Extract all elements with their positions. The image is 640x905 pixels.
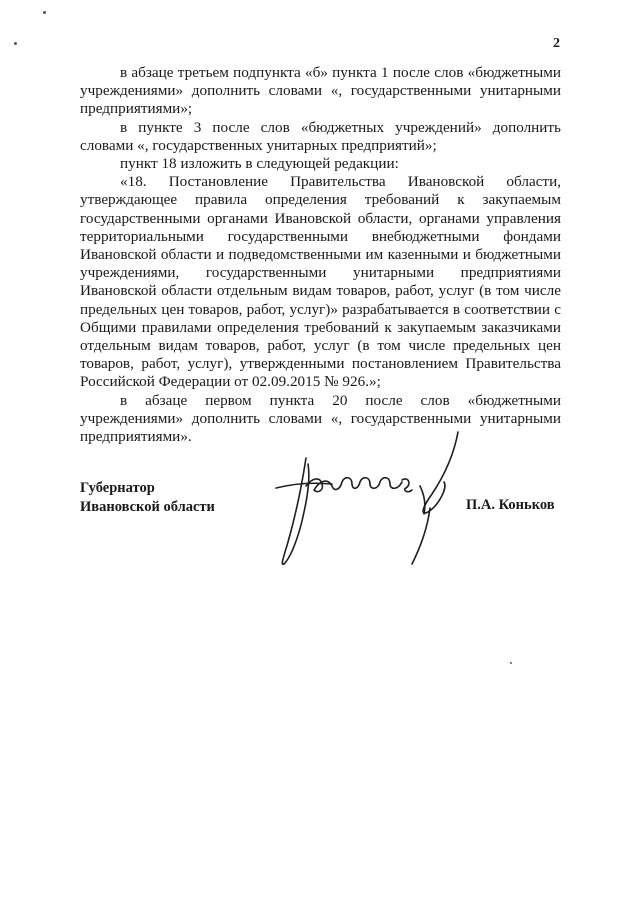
- signatory-position: [80, 479, 215, 517]
- handwritten-signature: [262, 424, 482, 574]
- signatory-title: Губернатор: [80, 480, 155, 496]
- scan-speck: [14, 42, 17, 45]
- paragraph-1: в абзаце третьем подпункта «б» пункта 1 после слов «бюджетными учреждениями» дополнить словами «, государственными унитарными предприятиями»;: [80, 64, 561, 118]
- scan-speck: [510, 662, 512, 664]
- paragraph-5: в абзаце первом пункта 20 после слов «бюджетными учреждениями» дополнить словами «, государственными унитарными предприятиями».: [80, 391, 561, 446]
- paragraph-4: «18. Постановление Правительства Ивановской области, утверждающее правила определения требований к закупаемым государственными органами Ивановской области, органами управления территориальными государственными внебюджетными фондами Ивановской области и подведомственными им казенными и бюджетными учреждениями, государственными унитарными предприятиями Ивановской области отдельным видам товаров, работ, услуг (в том числе предельных цен товаров, работ, услуг)» разрабатывается в соответствии с Общими правилами определения требований к закупаемым заказчиками отдельным видам товаров, работ, услуг (в том числе предельных цен товаров, работ, услуг), утвержденными постановлением Правительства Российской Федерации от 02.09.2015 № 926.»;: [80, 173, 561, 391]
- signatory-region: Ивановской области: [80, 499, 215, 515]
- paragraph-3: пункт 18 изложить в следующей редакции:: [120, 155, 399, 173]
- scan-speck: [43, 11, 46, 14]
- signatory-name: П.А. Коньков: [466, 497, 555, 513]
- document-body: [80, 64, 561, 446]
- page-number: 2: [553, 36, 560, 51]
- paragraph-2: в пункте 3 после слов «бюджетных учреждений» дополнить словами «, государственных унитарных предприятий»;: [80, 118, 561, 154]
